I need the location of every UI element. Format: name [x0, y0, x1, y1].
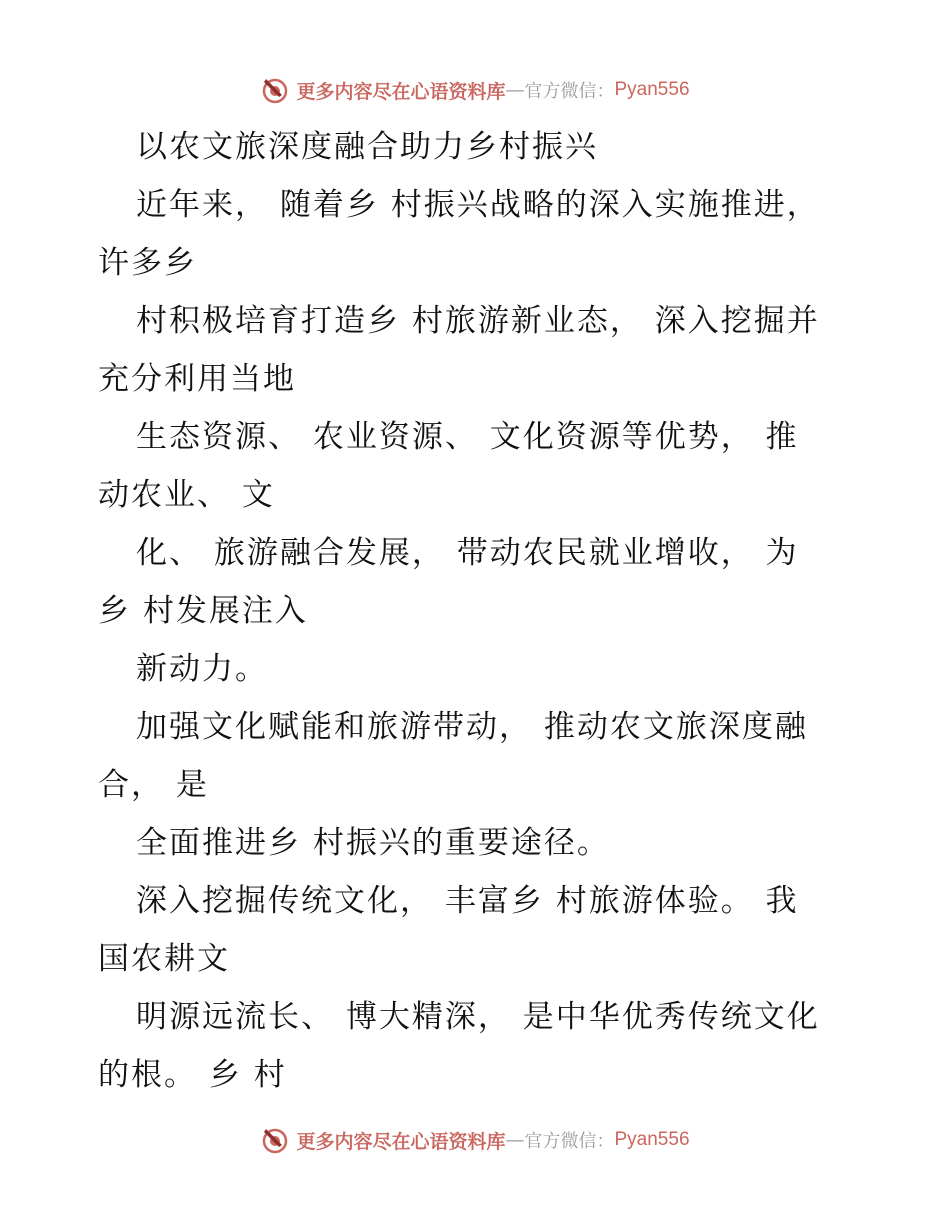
text-line: 的根。 乡 村	[98, 1057, 287, 1093]
text-line: 许多乡	[98, 245, 197, 281]
text-line: 生态资源、 农业资源、 文化资源等优势， 推	[136, 419, 799, 455]
watermark-label: 官方微信：	[524, 81, 615, 102]
text-line: 以农文旅深度融合助力乡村振兴	[136, 129, 598, 165]
text-line: 化、 旅游融合发展， 带动农民就业增收， 为	[136, 535, 799, 571]
text-line: 充分利用当地	[98, 361, 296, 397]
watermark-id: Pyan556	[614, 79, 690, 100]
watermark-text: 更多内容尽在心语资料库	[296, 80, 506, 103]
text-line: 全面推进乡 村振兴的重要途径。	[136, 825, 610, 861]
quill-seal-icon	[260, 75, 290, 105]
text-line: 乡 村发展注入	[98, 593, 308, 629]
document-body	[98, 118, 858, 1104]
watermark-id: Pyan556	[614, 1129, 690, 1150]
quill-seal-icon	[260, 1125, 290, 1155]
text-line: 新动力。	[136, 651, 268, 687]
watermark-dash: —	[505, 1129, 525, 1151]
text-line: 明源远流长、 博大精深， 是中华优秀传统文化	[136, 999, 820, 1035]
watermark-text: 更多内容尽在心语资料库	[296, 1130, 506, 1153]
watermark-dash: —	[505, 79, 525, 101]
text-line: 加强文化赋能和旅游带动， 推动农文旅深度融	[136, 709, 808, 745]
text-line: 近年来， 随着乡 村振兴战略的深入实施推进，	[136, 187, 820, 223]
text-line: 国农耕文	[98, 941, 230, 977]
text-line: 村积极培育打造乡 村旅游新业态， 深入挖掘并	[136, 303, 820, 339]
text-line: 深入挖掘传统文化， 丰富乡 村旅游体验。 我	[136, 883, 799, 919]
text-line: 动农业、 文	[98, 477, 275, 513]
text-line: 合， 是	[98, 767, 209, 803]
footer-watermark	[0, 1120, 950, 1160]
header-watermark	[0, 70, 950, 110]
watermark-label: 官方微信：	[524, 1131, 615, 1152]
